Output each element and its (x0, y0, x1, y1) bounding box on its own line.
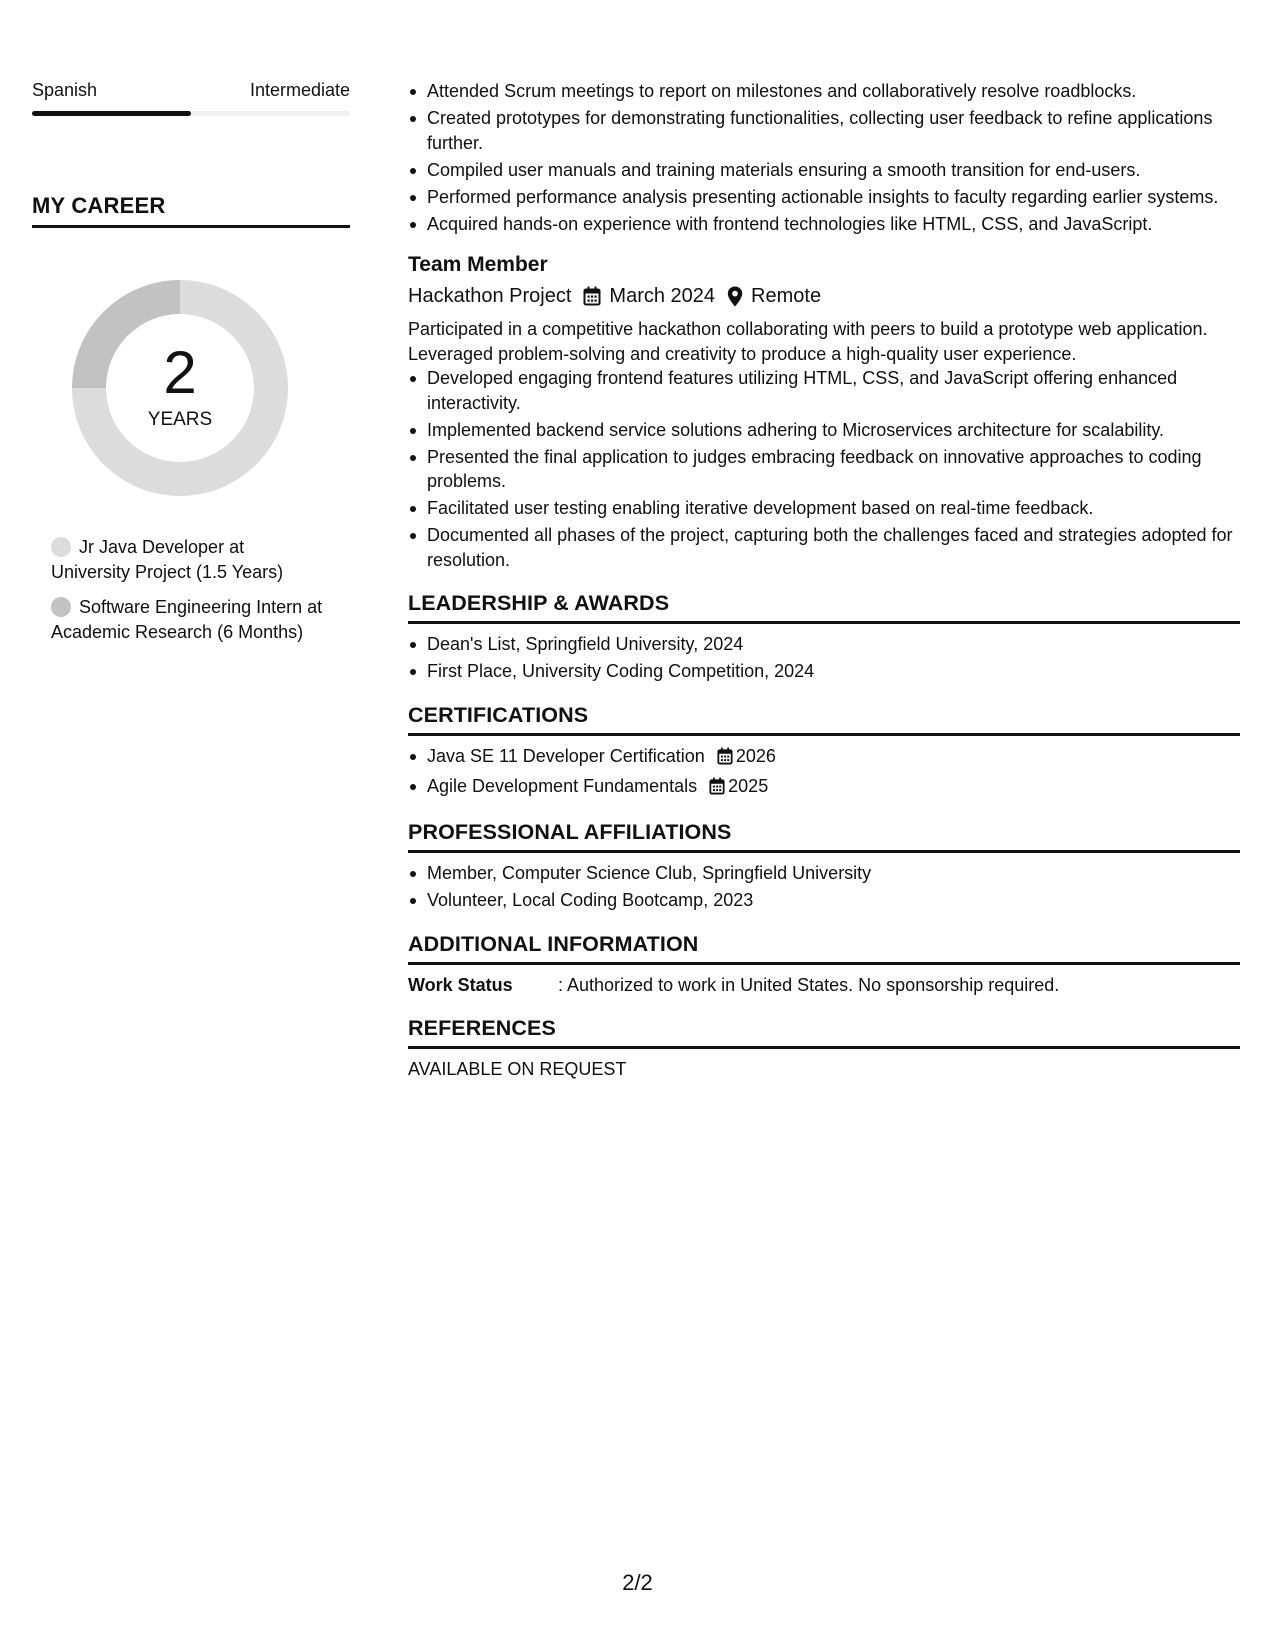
list-item: Facilitated user testing enabling iterative development based on real-time feedback. (408, 496, 1240, 521)
leadership-list (408, 632, 1240, 684)
certification-year: 2026 (735, 745, 776, 766)
language-proficiency-fill (32, 111, 191, 116)
calendar-icon (717, 747, 733, 772)
left-column (32, 80, 350, 642)
right-column (408, 79, 1240, 1082)
career-donut-chart (67, 275, 293, 501)
role-location: Remote (751, 285, 822, 307)
previous-role-bullets (408, 79, 1240, 236)
calendar-icon (583, 286, 601, 306)
affiliations-heading: PROFESSIONAL AFFILIATIONS (408, 820, 732, 844)
career-legend-label: Jr Java Developer at University Project (1.5 Years) (51, 537, 284, 582)
career-legend-label: Software Engineering Intern at Academic Research (6 Months) (51, 597, 323, 642)
section-rule (408, 621, 1240, 624)
career-legend-item (51, 535, 326, 585)
career-total-value: 2 (163, 339, 197, 406)
list-item: Implemented backend service solutions adhering to Microservices architecture for scalability. (408, 418, 1240, 443)
list-item: Attended Scrum meetings to report on milestones and collaboratively resolve roadblocks. (408, 79, 1240, 104)
certifications-list (408, 744, 1240, 802)
certification-name: Agile Development Fundamentals (427, 775, 698, 796)
legend-dot-icon (51, 537, 71, 557)
certification-name: Java SE 11 Developer Certification (427, 745, 705, 766)
list-item: Presented the final application to judges embracing feedback on innovative approaches to coding problems. (408, 445, 1240, 494)
list-item: Acquired hands-on experience with frontend technologies like HTML, CSS, and JavaScript. (408, 212, 1240, 237)
career-legend-item (51, 595, 326, 645)
career-heading-rule (32, 225, 350, 228)
list-item: First Place, University Coding Competition, 2024 (408, 659, 1240, 684)
list-item: Created prototypes for demonstrating functionalities, collecting user feedback to refine applications further. (408, 106, 1240, 155)
page-number: 2/2 (622, 1570, 653, 1595)
career-total-unit: YEARS (147, 409, 213, 430)
legend-dot-icon (51, 597, 71, 617)
career-heading: MY CAREER (32, 193, 166, 218)
role-organization: Hackathon Project (408, 285, 572, 307)
list-item: Compiled user manuals and training materials ensuring a smooth transition for end-users. (408, 158, 1240, 183)
references-heading: REFERENCES (408, 1016, 556, 1040)
section-rule (408, 850, 1240, 853)
list-item (408, 744, 1240, 772)
role-date: March 2024 (609, 285, 716, 307)
work-status-value: : Authorized to work in United States. No sponsorship required. (558, 974, 1060, 995)
certification-year: 2025 (728, 775, 769, 796)
language-proficiency-bar (32, 111, 350, 116)
list-item: Dean's List, Springfield University, 2024 (408, 632, 1240, 657)
location-pin-icon (727, 286, 743, 307)
language-row (32, 80, 350, 101)
section-rule (408, 962, 1240, 965)
role-bullets (408, 366, 1240, 572)
role-meta (408, 283, 1240, 309)
leadership-heading: LEADERSHIP & AWARDS (408, 591, 670, 615)
section-rule (408, 1046, 1240, 1049)
certifications-heading: CERTIFICATIONS (408, 702, 589, 727)
list-item: Member, Computer Science Club, Springfield University (408, 861, 1240, 886)
work-status-row (408, 973, 1240, 998)
list-item: Performed performance analysis presenting actionable insights to faculty regarding earlier systems. (408, 185, 1240, 210)
work-status-label: Work Status (408, 974, 513, 995)
section-rule (408, 733, 1240, 736)
language-level: Intermediate (249, 80, 350, 100)
role-title: Team Member (408, 253, 548, 276)
references-text: AVAILABLE ON REQUEST (408, 1059, 627, 1079)
list-item: Documented all phases of the project, capturing both the challenges faced and strategies adopted for resolution. (408, 523, 1240, 572)
language-name: Spanish (32, 80, 98, 100)
additional-info-heading: ADDITIONAL INFORMATION (408, 931, 699, 956)
career-legend (51, 535, 326, 655)
list-item: Developed engaging frontend features utilizing HTML, CSS, and JavaScript offering enhanced interactivity. (408, 366, 1240, 415)
calendar-icon (709, 777, 725, 802)
affiliations-list (408, 861, 1240, 913)
list-item: Volunteer, Local Coding Bootcamp, 2023 (408, 888, 1240, 913)
role-description: Participated in a competitive hackathon collaborating with peers to build a prototype web application. Leveraged problem-solving and creativity to produce a high-quality user experience. (408, 319, 1208, 364)
list-item (408, 774, 1240, 802)
